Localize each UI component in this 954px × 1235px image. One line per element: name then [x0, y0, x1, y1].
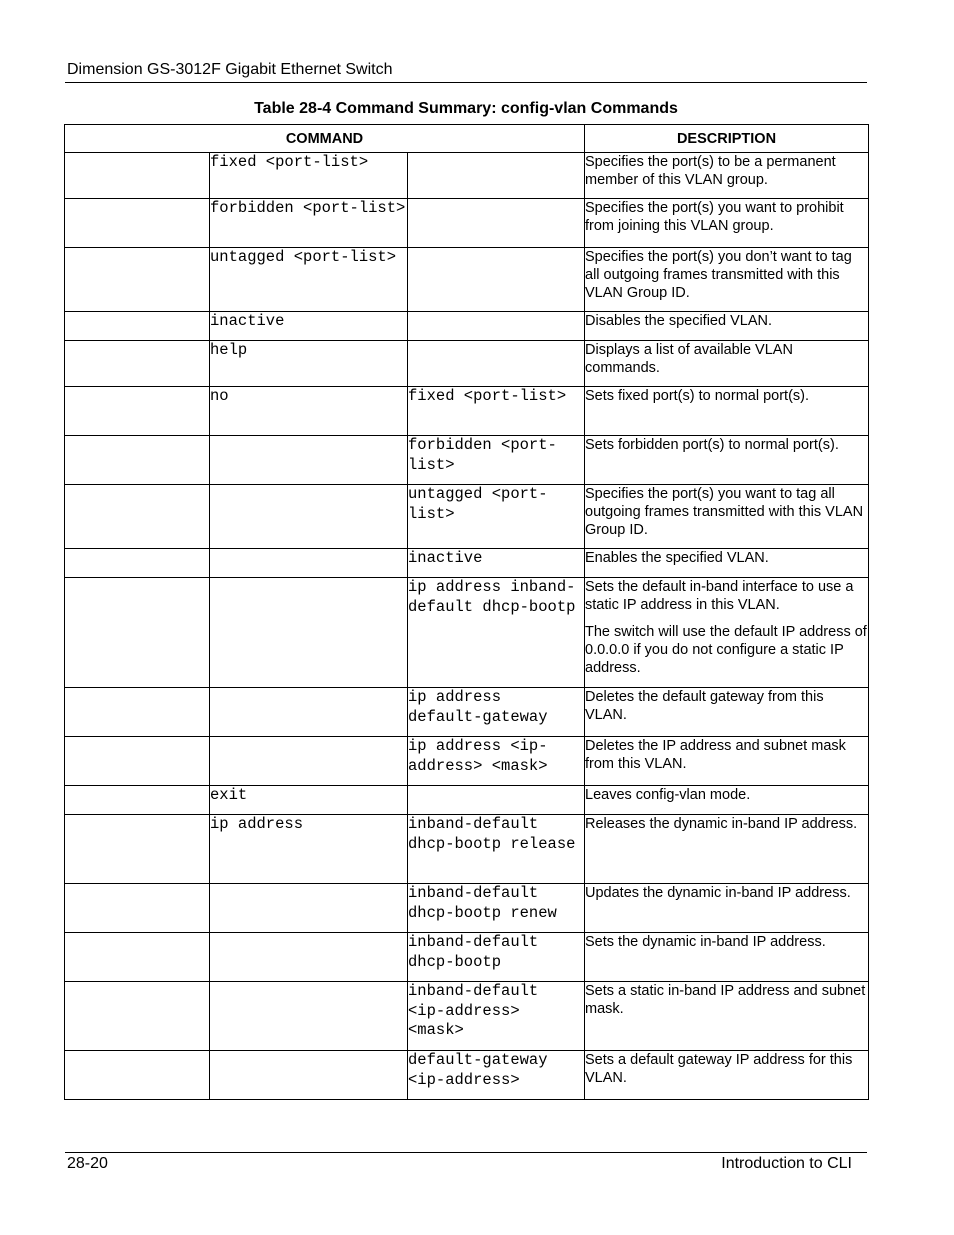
command-cell-level-1	[65, 578, 210, 688]
command-cell-level-1	[65, 786, 210, 815]
description-cell	[585, 549, 869, 578]
command-cell-level-1	[65, 933, 210, 982]
command-cell-level-3: inband-default <ip-address> <mask>	[408, 982, 585, 1051]
table-caption: Table 28-4 Command Summary: config-vlan Commands	[254, 100, 678, 117]
description-cell	[585, 982, 869, 1051]
description-cell	[585, 153, 869, 199]
command-cell-level-1	[65, 688, 210, 737]
command-cell-level-3	[408, 341, 585, 387]
command-cell-level-2: no	[210, 387, 408, 436]
command-cell-level-1	[65, 387, 210, 436]
command-cell-level-3: inband-default dhcp-bootp renew	[408, 884, 585, 933]
command-cell-level-2	[210, 884, 408, 933]
description-cell	[585, 341, 869, 387]
description-cell	[585, 737, 869, 786]
command-cell-level-3: ip address <ip-address> <mask>	[408, 737, 585, 786]
command-cell-level-2	[210, 982, 408, 1051]
command-cell-level-2: fixed <port-list>	[210, 153, 408, 199]
description-text: Sets the dynamic in-band IP address.	[585, 934, 826, 950]
table-body	[65, 153, 869, 1100]
description-text: Disables the specified VLAN.	[585, 313, 772, 329]
description-text: Specifies the port(s) you don’t want to tag all outgoing frames transmitted with this VLAN Group ID.	[585, 249, 852, 301]
description-cell	[585, 884, 869, 933]
description-text: Displays a list of available VLAN commands.	[585, 342, 793, 376]
command-cell-level-1	[65, 248, 210, 312]
description-cell	[585, 688, 869, 737]
description-text: Releases the dynamic in-band IP address.	[585, 816, 858, 832]
command-cell-level-3: untagged <port-list>	[408, 485, 585, 549]
command-cell-level-2	[210, 933, 408, 982]
description-text: Sets forbidden port(s) to normal port(s).	[585, 437, 839, 453]
command-cell-level-2: help	[210, 341, 408, 387]
description-text: Enables the specified VLAN.	[585, 550, 769, 566]
command-cell-level-2: ip address	[210, 815, 408, 884]
command-cell-level-1	[65, 815, 210, 884]
description-cell	[585, 815, 869, 884]
description-text: Specifies the port(s) you want to tag all outgoing frames transmitted with this VLAN Group ID.	[585, 486, 864, 538]
command-cell-level-2	[210, 578, 408, 688]
description-text: Sets a default gateway IP address for this VLAN.	[585, 1052, 853, 1086]
description-text: Deletes the default gateway from this VLAN.	[585, 689, 824, 723]
description-text: Leaves config-vlan mode.	[585, 787, 751, 803]
command-cell-level-1	[65, 312, 210, 341]
table-row	[65, 884, 869, 933]
section-name: Introduction to CLI	[721, 1155, 852, 1172]
table-header-row	[65, 125, 869, 153]
table-row	[65, 312, 869, 341]
running-header: Dimension GS-3012F Gigabit Ethernet Switch	[67, 61, 393, 78]
table-row	[65, 933, 869, 982]
description-cell	[585, 436, 869, 485]
description-text: Deletes the IP address and subnet mask from this VLAN.	[585, 738, 846, 772]
command-cell-level-3: inactive	[408, 549, 585, 578]
command-cell-level-2	[210, 1051, 408, 1100]
table-row	[65, 688, 869, 737]
command-cell-level-3: inband-default dhcp-bootp release	[408, 815, 585, 884]
description-text: Sets a static in-band IP address and subnet mask.	[585, 983, 866, 1017]
description-cell	[585, 312, 869, 341]
command-cell-level-1	[65, 341, 210, 387]
command-cell-level-1	[65, 436, 210, 485]
command-cell-level-3: default-gateway <ip-address>	[408, 1051, 585, 1100]
table-row	[65, 1051, 869, 1100]
description-cell	[585, 199, 869, 248]
command-cell-level-1	[65, 884, 210, 933]
command-cell-level-3: ip address inband-default dhcp-bootp	[408, 578, 585, 688]
table-row	[65, 737, 869, 786]
description-text: Specifies the port(s) you want to prohibit from joining this VLAN group.	[585, 200, 844, 234]
command-cell-level-1	[65, 1051, 210, 1100]
footer-divider	[65, 1152, 867, 1153]
command-cell-level-2: exit	[210, 786, 408, 815]
description-cell	[585, 578, 869, 688]
table-row	[65, 786, 869, 815]
table-row	[65, 387, 869, 436]
command-cell-level-2	[210, 688, 408, 737]
command-cell-level-1	[65, 737, 210, 786]
description-cell	[585, 1051, 869, 1100]
description-cell	[585, 485, 869, 549]
command-cell-level-1	[65, 982, 210, 1051]
description-text: Updates the dynamic in-band IP address.	[585, 885, 851, 901]
description-cell	[585, 387, 869, 436]
command-summary-table	[64, 124, 869, 1100]
table-row	[65, 982, 869, 1051]
description-cell	[585, 248, 869, 312]
command-cell-level-3	[408, 786, 585, 815]
table-row	[65, 341, 869, 387]
table-row	[65, 248, 869, 312]
command-cell-level-3	[408, 248, 585, 312]
command-cell-level-3	[408, 312, 585, 341]
header-divider	[65, 82, 867, 83]
command-cell-level-2	[210, 436, 408, 485]
table-row	[65, 578, 869, 688]
page-number: 28-20	[67, 1155, 108, 1172]
description-cell	[585, 933, 869, 982]
command-cell-level-1	[65, 485, 210, 549]
description-cell	[585, 786, 869, 815]
command-cell-level-2	[210, 737, 408, 786]
command-cell-level-1	[65, 199, 210, 248]
command-cell-level-1	[65, 549, 210, 578]
table-row	[65, 436, 869, 485]
command-cell-level-3: fixed <port-list>	[408, 387, 585, 436]
command-cell-level-3	[408, 199, 585, 248]
command-cell-level-1	[65, 153, 210, 199]
description-text: The switch will use the default IP address of 0.0.0.0 if you do not configure a static IP address.	[585, 624, 867, 676]
command-cell-level-2: inactive	[210, 312, 408, 341]
command-cell-level-2: forbidden <port-list>	[210, 199, 408, 248]
description-text: Sets the default in-band interface to use a static IP address in this VLAN.	[585, 579, 854, 613]
command-cell-level-2	[210, 549, 408, 578]
description-text: Sets fixed port(s) to normal port(s).	[585, 388, 810, 404]
table-row	[65, 485, 869, 549]
command-cell-level-3: forbidden <port-list>	[408, 436, 585, 485]
command-cell-level-3: inband-default dhcp-bootp	[408, 933, 585, 982]
command-column-header: COMMAND	[65, 125, 585, 153]
command-cell-level-3: ip address default-gateway	[408, 688, 585, 737]
description-text: Specifies the port(s) to be a permanent member of this VLAN group.	[585, 154, 836, 188]
table-row	[65, 153, 869, 199]
command-cell-level-3	[408, 153, 585, 199]
command-cell-level-2: untagged <port-list>	[210, 248, 408, 312]
table-row	[65, 549, 869, 578]
command-cell-level-2	[210, 485, 408, 549]
description-column-header: DESCRIPTION	[585, 125, 869, 153]
table-row	[65, 199, 869, 248]
table-row	[65, 815, 869, 884]
